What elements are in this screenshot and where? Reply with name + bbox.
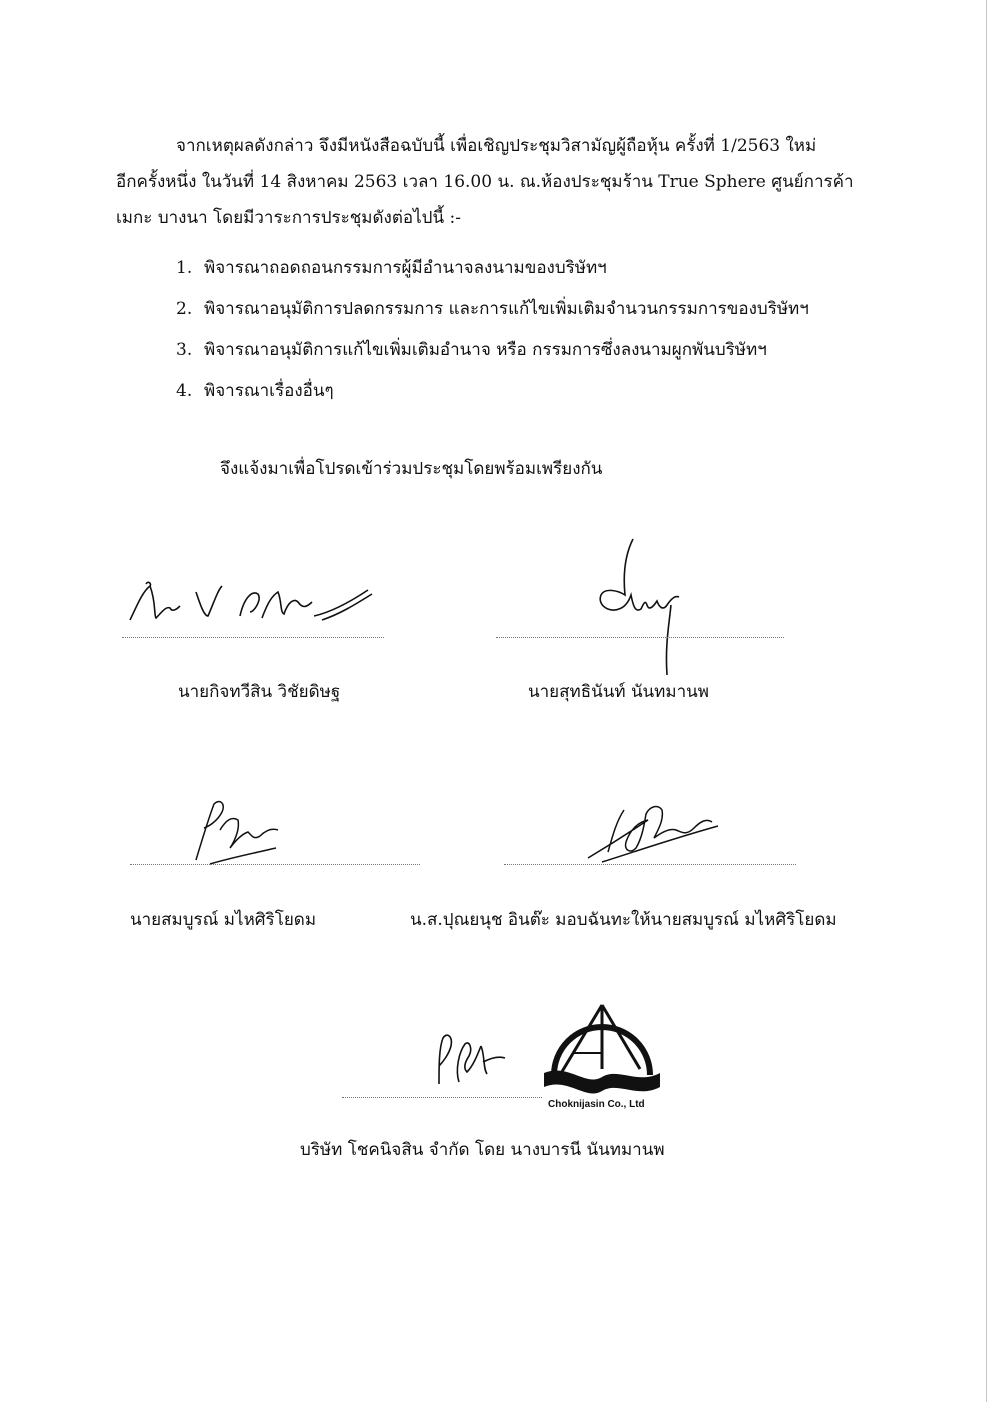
agenda-number: 2. bbox=[176, 299, 193, 319]
signature-3 bbox=[180, 790, 310, 870]
signatory-name-4: น.ส.ปุณยนุช อินต๊ะ มอบฉันทะให้นายสมบูรณ์ มไหศิริโยดม bbox=[410, 910, 837, 930]
intro-line-3: เมกะ บางนา โดยมีวาระการประชุมดังต่อไปนี้ :- bbox=[116, 208, 461, 228]
agenda-number: 1. bbox=[176, 258, 193, 278]
signature-line-3 bbox=[130, 864, 420, 865]
agenda-number: 4. bbox=[176, 381, 193, 401]
signature-line-5 bbox=[342, 1097, 542, 1098]
signature-2 bbox=[585, 535, 695, 695]
intro-line-2: อีกครั้งหนึ่ง ในวันที่ 14 สิงหาคม 2563 เวลา 16.00 น. ณ.ห้องประชุมร้าน True Sphere ศูนย์การค้า bbox=[116, 172, 854, 192]
signature-5 bbox=[425, 1022, 515, 1102]
agenda-item bbox=[176, 376, 809, 417]
agenda-text: พิจารณาอนุมัติการปลดกรรมการ และการแก้ไขเพิ่มเติมจำนวนกรรมการของบริษัทฯ bbox=[204, 299, 809, 319]
scan-edge-line bbox=[986, 0, 987, 1402]
agenda-item bbox=[176, 253, 809, 294]
signature-line-2 bbox=[496, 637, 784, 638]
signature-1 bbox=[122, 572, 382, 632]
agenda-text: พิจารณาถอดถอนกรรมการผู้มีอำนาจลงนามของบริษัทฯ bbox=[204, 258, 607, 278]
agenda-item bbox=[176, 294, 809, 335]
signatory-name-5: บริษัท โชคนิจสิน จำกัด โดย นางบารนี นันทมานพ bbox=[300, 1140, 665, 1160]
signatory-name-1: นายกิจทวีสิน วิชัยดิษฐ bbox=[178, 682, 341, 702]
agenda-list bbox=[176, 253, 809, 417]
agenda-text: พิจารณาอนุมัติการแก้ไขเพิ่มเติมอำนาจ หรือ กรรมการซึ่งลงนามผูกพันบริษัทฯ bbox=[204, 340, 767, 360]
signatory-name-3: นายสมบูรณ์ มไหศิริโยดม bbox=[130, 910, 317, 930]
intro-paragraph bbox=[116, 128, 886, 236]
agenda-number: 3. bbox=[176, 340, 193, 360]
signatory-name-2: นายสุทธินันท์ นันทมานพ bbox=[528, 682, 709, 702]
agenda-item bbox=[176, 335, 809, 376]
company-logo-text: Choknijasin Co., Ltd bbox=[548, 1099, 645, 1110]
company-logo bbox=[540, 995, 664, 1103]
closing-text: จึงแจ้งมาเพื่อโปรดเข้าร่วมประชุมโดยพร้อมเพรียงกัน bbox=[220, 459, 603, 479]
agenda-text: พิจารณาเรื่องอื่นๆ bbox=[204, 381, 334, 401]
intro-line-1: จากเหตุผลดังกล่าว จึงมีหนังสือฉบับนี้ เพื่อเชิญประชุมวิสามัญผู้ถือหุ้น ครั้งที่ 1/2563 ใหม่ bbox=[176, 136, 817, 156]
signature-line-4 bbox=[504, 864, 796, 865]
signature-4 bbox=[578, 792, 728, 872]
signature-line-1 bbox=[122, 637, 384, 638]
